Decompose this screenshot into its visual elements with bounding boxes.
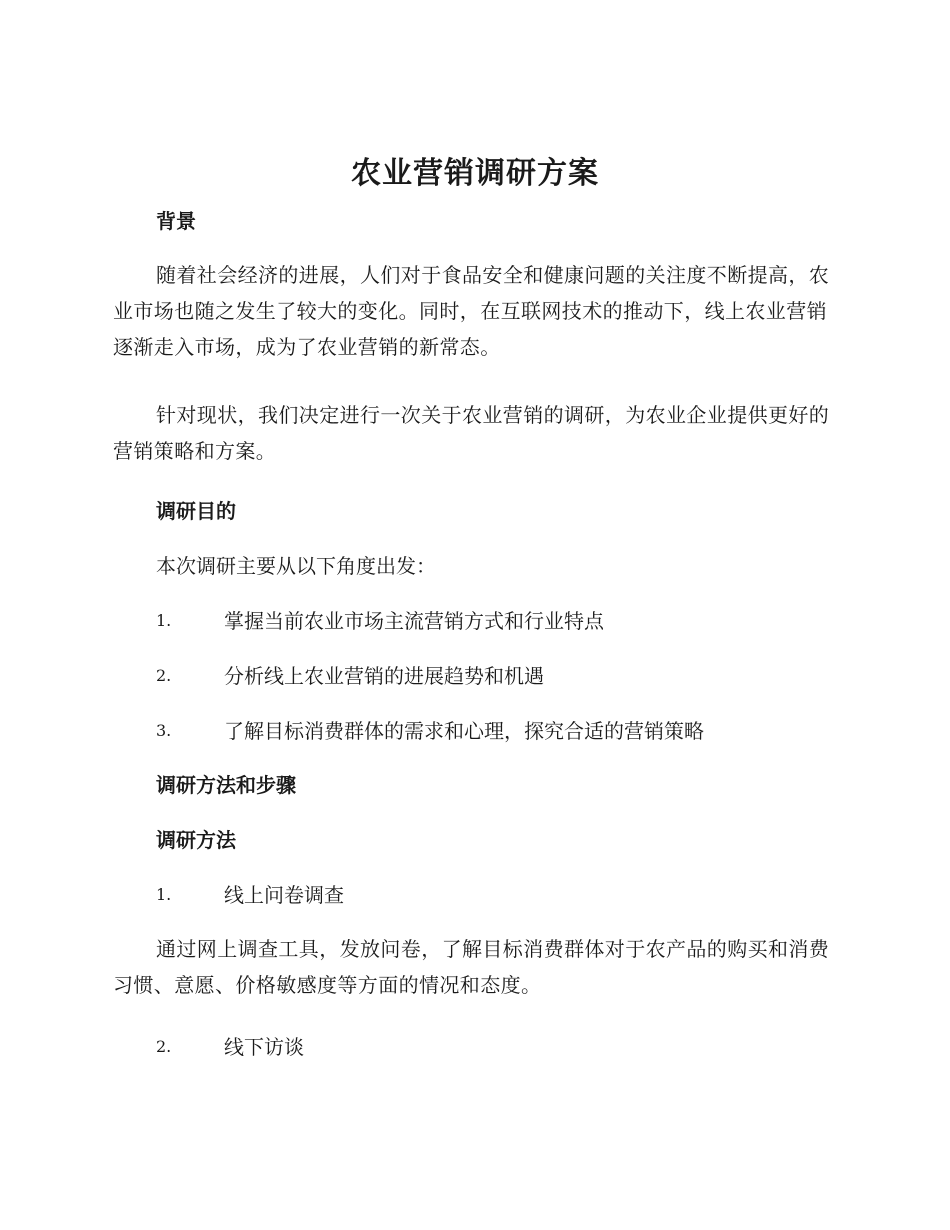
background-paragraph-2: 针对现状，我们决定进行一次关于农业营销的调研，为农业企业提供更好的营销策略和方案。 — [113, 403, 830, 463]
methods-list-item — [156, 1032, 856, 1062]
background-paragraph-1: 随着社会经济的进展，人们对于食品安全和健康问题的关注度不断提高，农业市场也随之发生了较大的变化。同时，在互联网技术的推动下，线上农业营销逐渐走入市场，成为了农业营销的新常态。 — [113, 263, 830, 359]
list-number: 1. — [156, 611, 172, 630]
purpose-list-item — [156, 716, 856, 746]
list-number: 2. — [156, 1037, 172, 1056]
list-text: 掌握当前农业市场主流营销方式和行业特点 — [224, 609, 604, 633]
purpose-list-item — [156, 661, 856, 691]
section-heading-methods-steps: 调研方法和步骤 — [156, 773, 296, 797]
methods-list-item — [156, 880, 856, 910]
methods-item1-description: 通过网上调查工具，发放问卷，了解目标消费群体对于农产品的购买和消费习惯、意愿、价格敏感度等方面的情况和态度。 — [113, 937, 830, 997]
list-number: 3. — [156, 721, 172, 740]
list-number: 1. — [156, 885, 172, 904]
document-title: 农业营销调研方案 — [351, 156, 599, 191]
list-text: 线上问卷调查 — [224, 883, 344, 907]
section-heading-methods: 调研方法 — [156, 828, 236, 852]
purpose-list-item — [156, 606, 856, 636]
list-number: 2. — [156, 666, 172, 685]
list-text: 线下访谈 — [224, 1035, 304, 1059]
purpose-intro: 本次调研主要从以下角度出发： — [156, 554, 436, 578]
section-heading-background: 背景 — [156, 209, 196, 233]
section-heading-purpose: 调研目的 — [156, 499, 236, 523]
list-text: 了解目标消费群体的需求和心理，探究合适的营销策略 — [224, 719, 704, 743]
list-text: 分析线上农业营销的进展趋势和机遇 — [224, 664, 544, 688]
